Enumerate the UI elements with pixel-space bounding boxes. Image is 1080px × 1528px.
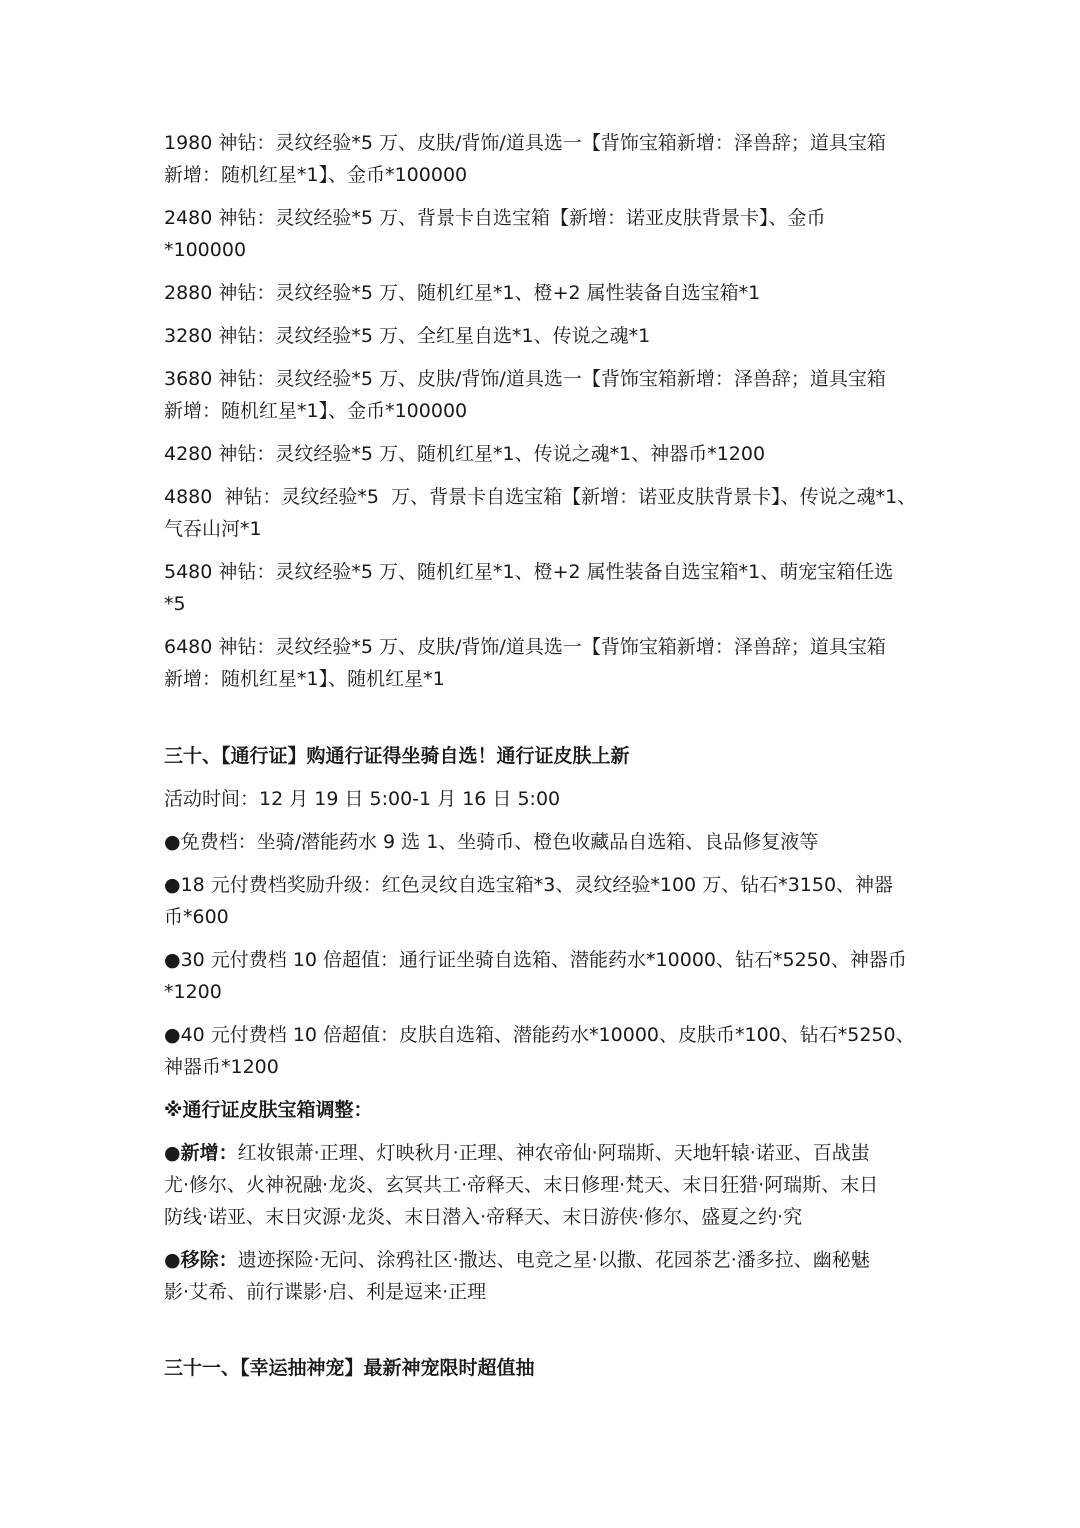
reward-tier: 4280 神钻：灵纹经验*5 万、随机红星*1、传说之魂*1、神器币*1200 <box>164 443 766 465</box>
reward-tier: 2880 神钻：灵纹经验*5 万、随机红星*1、橙+2 属性装备自选宝箱*1 <box>164 282 761 304</box>
document-page <box>164 127 924 1384</box>
pass-tier-18: ●18 元付费档奖励升级：红色灵纹自选宝箱*3、灵纹经验*100 万、钻石*3150、神器 币*600 <box>164 874 894 928</box>
event-time: 活动时间：12 月 19 日 5:00-1 月 16 日 5:00 <box>164 788 561 810</box>
skin-box-adjust-title: ※通行证皮肤宝箱调整： <box>164 1099 373 1121</box>
pass-tier-30: ●30 元付费档 10 倍超值：通行证坐骑自选箱、潜能药水*10000、钻石*5250、神器币 *1200 <box>164 949 907 1003</box>
removed-label: ●移除： <box>164 1249 238 1271</box>
section-30-title: 三十、【通行证】购通行证得坐骑自选！通行证皮肤上新 <box>164 745 630 767</box>
reward-tier: 5480 神钻：灵纹经验*5 万、随机红星*1、橙+2 属性装备自选宝箱*1、萌宠宝箱任选 *5 <box>164 561 894 615</box>
reward-tier: 3680 神钻：灵纹经验*5 万、皮肤/背饰/道具选一【背饰宝箱新增：泽兽辞；道具宝箱 新增：随机红星*1】、金币*100000 <box>164 368 886 422</box>
section-31-title: 三十一、【幸运抽神宠】最新神宠限时超值抽 <box>164 1357 535 1379</box>
skin-added-list: ●新增：红妆银萧·正理、灯映秋月·正理、神农帝仙·阿瑞斯、天地轩辕·诺亚、百战蚩 尤·修尔、火神祝融·龙炎、玄冥共工·帝释天、末日修理·梵天、末日狂猎·阿瑞斯、末日 防线·诺亚、末日灾源·龙炎、末日潜入·帝释天、末日游侠·修尔、盛夏之约·究 <box>164 1142 879 1228</box>
reward-tier: 2480 神钻：灵纹经验*5 万、背景卡自选宝箱【新增：诺亚皮肤背景卡】、金币 *100000 <box>164 207 826 261</box>
added-label: ●新增： <box>164 1142 238 1164</box>
reward-tier: 6480 神钻：灵纹经验*5 万、皮肤/背饰/道具选一【背饰宝箱新增：泽兽辞；道具宝箱 新增：随机红星*1】、随机红星*1 <box>164 636 886 690</box>
reward-tier: 3280 神钻：灵纹经验*5 万、全红星自选*1、传说之魂*1 <box>164 325 651 347</box>
reward-tier: 4880 神钻：灵纹经验*5 万、背景卡自选宝箱【新增：诺亚皮肤背景卡】、传说之魂*1、 气吞山河*1 <box>164 486 917 540</box>
skin-removed-list: ●移除：遗迹探险·无问、涂鸦社区·撒达、电竞之星·以撒、花园茶艺·潘多拉、幽秘魅 影·艾希、前行谍影·启、利是逗来·正理 <box>164 1249 870 1303</box>
pass-tier-free: ●免费档：坐骑/潜能药水 9 选 1、坐骑币、橙色收藏品自选箱、良品修复液等 <box>164 831 819 853</box>
reward-tier-list <box>164 127 924 695</box>
pass-tier-40: ●40 元付费档 10 倍超值：皮肤自选箱、潜能药水*10000、皮肤币*100、钻石*5250、 神器币*1200 <box>164 1024 915 1078</box>
reward-tier: 1980 神钻：灵纹经验*5 万、皮肤/背饰/道具选一【背饰宝箱新增：泽兽辞；道具宝箱 新增：随机红星*1】、金币*100000 <box>164 132 886 186</box>
